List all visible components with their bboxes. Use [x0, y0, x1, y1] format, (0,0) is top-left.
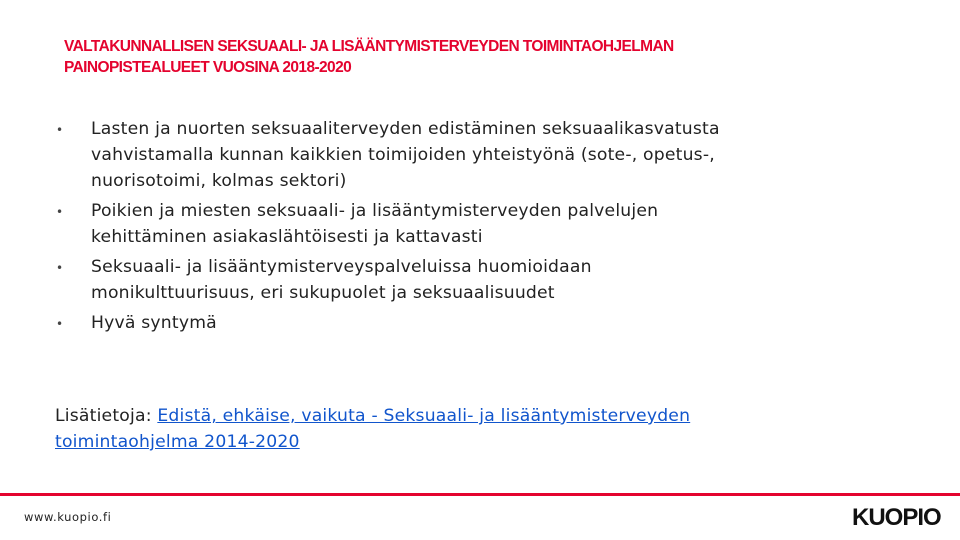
bullet-dot-icon: • — [56, 123, 64, 137]
bullet-text-line: vahvistamalla kunnan kaikkien toimijoiden yhteistyönä (sote-, opetus-, — [91, 145, 715, 165]
bullet-dot-icon: • — [56, 261, 64, 275]
slide-title-line: PAINOPISTEALUEET VUOSINA 2018-2020 — [64, 59, 352, 76]
bullet-item — [52, 254, 882, 306]
bullet-dot-icon: • — [56, 317, 64, 331]
program-link[interactable]: Edistä, ehkäise, vaikuta - Seksuaali- ja lisääntymisterveyden — [157, 406, 691, 426]
kuopio-logo: KUOPIO — [852, 504, 941, 531]
more-info-line — [55, 403, 915, 429]
slide-title-line: VALTAKUNNALLISEN SEKSUAALI- JA LISÄÄNTYMISTERVEYDEN TOIMINTAOHJELMAN — [64, 38, 674, 55]
bullet-text-line: monikulttuurisuus, eri sukupuolet ja seksuaalisuudet — [91, 283, 555, 303]
bullet-list — [52, 116, 882, 340]
slide-title — [64, 36, 884, 78]
bullet-text-line: Hyvä syntymä — [91, 313, 217, 333]
footer-url: www.kuopio.fi — [24, 510, 112, 524]
footer-divider — [0, 493, 960, 496]
more-info-prefix: Lisätietoja: — [55, 406, 158, 426]
bullet-text-line: Poikien ja miesten seksuaali- ja lisääntymisterveyden palvelujen — [91, 201, 659, 221]
more-info-line — [55, 429, 915, 455]
bullet-text-line: kehittäminen asiakaslähtöisesti ja kattavasti — [91, 227, 483, 247]
bullet-dot-icon: • — [56, 205, 64, 219]
bullet-text-line: Seksuaali- ja lisääntymisterveyspalveluissa huomioidaan — [91, 257, 592, 277]
bullet-item — [52, 310, 882, 336]
bullet-text-line: Lasten ja nuorten seksuaaliterveyden edistäminen seksuaalikasvatusta — [91, 119, 720, 139]
program-link-continued[interactable]: toimintaohjelma 2014-2020 — [55, 432, 300, 452]
bullet-item — [52, 198, 882, 250]
bullet-item — [52, 116, 882, 194]
more-info — [55, 403, 915, 455]
bullet-text-line: nuorisotoimi, kolmas sektori) — [91, 171, 347, 191]
